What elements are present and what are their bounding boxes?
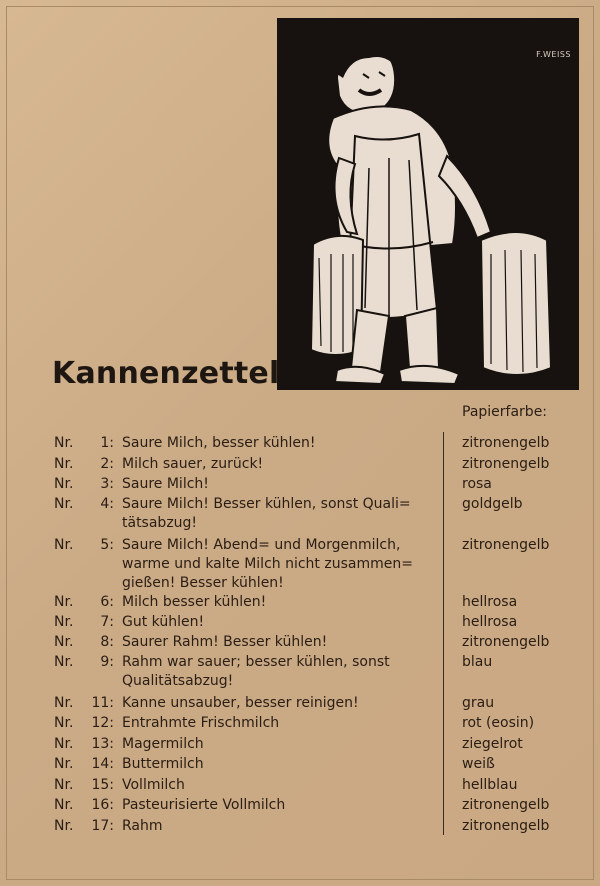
entry-nr-label: Nr. [54, 634, 74, 650]
entry-nr-label: Nr. [54, 476, 74, 492]
entry-number: 8: [100, 634, 114, 650]
entry-message: Magermilch [122, 736, 204, 752]
entry-number: 6: [100, 594, 114, 610]
entry-nr-label: Nr. [54, 736, 74, 752]
entry-nr-label: Nr. [54, 756, 74, 772]
entry-nr-label: Nr. [54, 456, 74, 472]
entry-number: 5: [100, 537, 114, 553]
entry-paper-color: zitronengelb [462, 797, 550, 813]
entry-nr-label: Nr. [54, 695, 74, 711]
entry-message: Saure Milch! Besser kühlen, sonst Quali= tätsabzug! [122, 496, 411, 531]
entry-number: 4: [100, 496, 114, 512]
entry-paper-color: hellrosa [462, 614, 518, 630]
entry-message: Milch besser kühlen! [122, 594, 267, 610]
entry-number: 2: [100, 456, 114, 472]
entry-number: 16: [91, 797, 114, 813]
entry-nr-label: Nr. [54, 818, 74, 834]
entry-paper-color: weiß [462, 756, 495, 772]
entry-message: Milch sauer, zurück! [122, 456, 264, 472]
entry-paper-color: blau [462, 654, 493, 670]
entry-paper-color: zitronengelb [462, 818, 550, 834]
entry-nr-label: Nr. [54, 654, 74, 670]
entry-message: Gut kühlen! [122, 614, 205, 630]
entry-paper-color: rosa [462, 476, 492, 492]
entry-message: Vollmilch [122, 777, 185, 793]
entry-nr-label: Nr. [54, 496, 74, 512]
entry-message: Rahm [122, 818, 163, 834]
entry-nr-label: Nr. [54, 435, 74, 451]
entry-paper-color: hellblau [462, 777, 518, 793]
entry-message: Saure Milch! Abend= und Morgenmilch, warme und kalte Milch nicht zusammen= gießen! Besser kühlen! [122, 537, 413, 591]
milkman-with-cans-illustration [277, 18, 579, 390]
entry-paper-color: grau [462, 695, 495, 711]
paper-color-heading: Papierfarbe: [462, 404, 548, 420]
entry-paper-color: zitronengelb [462, 537, 550, 553]
entry-nr-label: Nr. [54, 797, 74, 813]
entry-number: 1: [100, 435, 114, 451]
entry-number: 14: [91, 756, 114, 772]
entry-paper-color: goldgelb [462, 496, 523, 512]
entry-message: Pasteurisierte Vollmilch [122, 797, 286, 813]
artist-signature: F.WEISS [536, 50, 571, 59]
entry-message: Saure Milch, besser kühlen! [122, 435, 316, 451]
column-divider [443, 432, 444, 835]
entry-message: Saure Milch! [122, 476, 209, 492]
entry-nr-label: Nr. [54, 614, 74, 630]
entry-number: 7: [100, 614, 114, 630]
entry-nr-label: Nr. [54, 537, 74, 553]
entry-paper-color: zitronengelb [462, 634, 550, 650]
entry-number: 13: [91, 736, 114, 752]
entry-message: Entrahmte Frischmilch [122, 715, 280, 731]
entry-paper-color: ziegelrot [462, 736, 523, 752]
entry-number: 9: [100, 654, 114, 670]
entry-number: 15: [91, 777, 114, 793]
entry-message: Buttermilch [122, 756, 204, 772]
entry-number: 3: [100, 476, 114, 492]
entry-paper-color: hellrosa [462, 594, 518, 610]
entry-message: Saurer Rahm! Besser kühlen! [122, 634, 328, 650]
entry-number: 17: [91, 818, 114, 834]
woodcut-illustration [277, 18, 579, 390]
page-title: Kannenzettel [52, 356, 280, 391]
entry-number: 11: [91, 695, 114, 711]
entry-nr-label: Nr. [54, 777, 74, 793]
entry-paper-color: rot (eosin) [462, 715, 535, 731]
entry-nr-label: Nr. [54, 715, 74, 731]
entry-paper-color: zitronengelb [462, 435, 550, 451]
entry-nr-label: Nr. [54, 594, 74, 610]
entry-message: Rahm war sauer; besser kühlen, sonst Qualitätsabzug! [122, 654, 390, 689]
entry-paper-color: zitronengelb [462, 456, 550, 472]
entry-message: Kanne unsauber, besser reinigen! [122, 695, 359, 711]
entry-number: 12: [91, 715, 114, 731]
